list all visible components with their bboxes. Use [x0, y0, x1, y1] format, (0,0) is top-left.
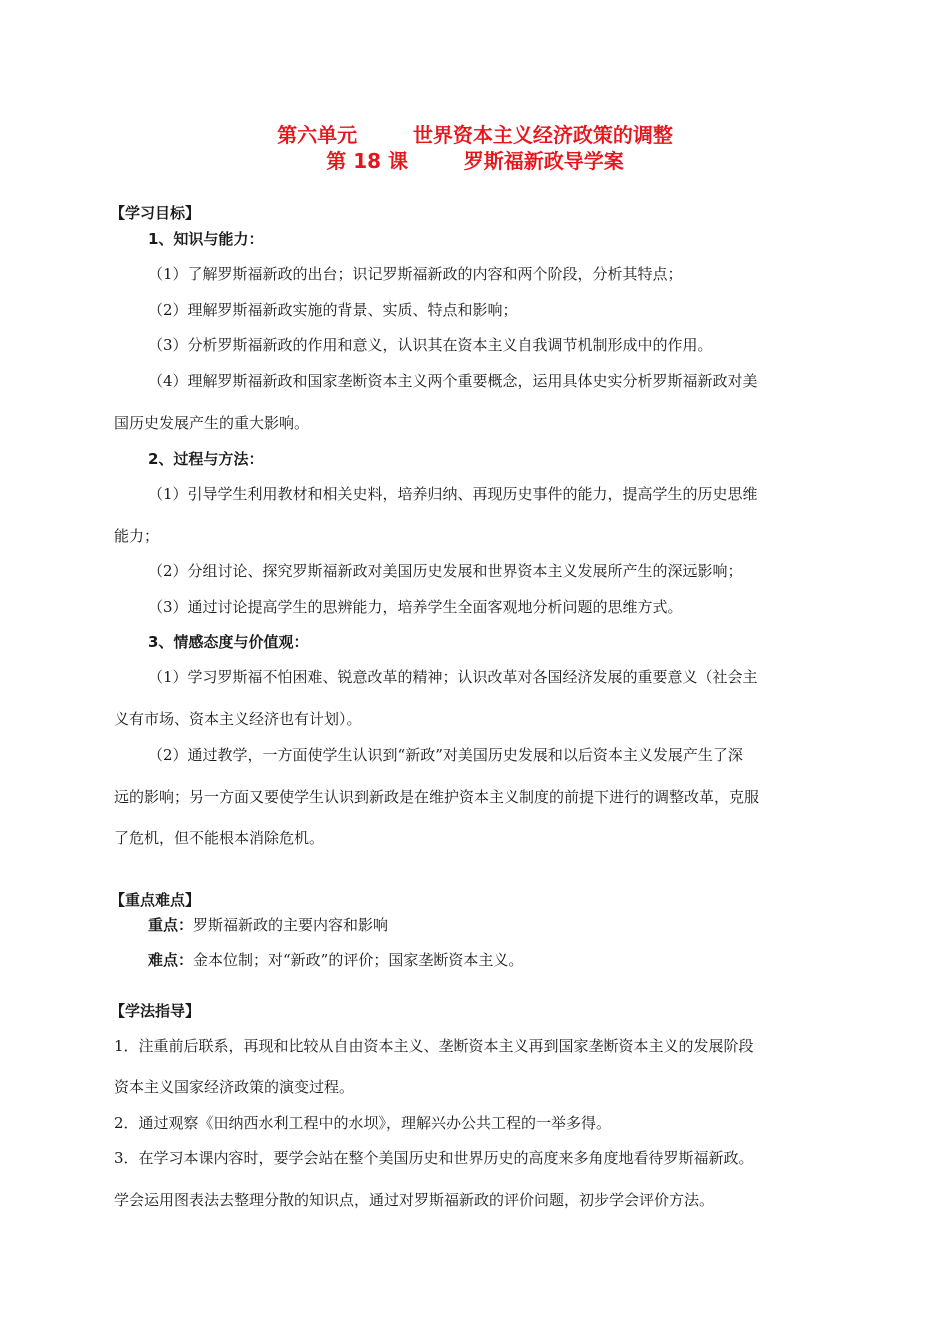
values-item-continued: 义有市场、资本主义经济也有计划）。: [114, 710, 362, 728]
knowledge-item: （2）理解罗斯福新政实施的背景、实质、特点和影响；: [148, 301, 518, 319]
difficulty-line: [148, 950, 523, 970]
lesson-title: 第 18 课 罗斯福新政导学案: [326, 149, 624, 173]
knowledge-item: （1）了解罗斯福新政的出台；识记罗斯福新政的内容和两个阶段，分析其特点；: [148, 265, 683, 283]
knowledge-heading: 1、知识与能力：: [148, 230, 264, 248]
focus-label: 重点：: [148, 916, 194, 934]
method-line: 1．注重前后联系，再现和比较从自由资本主义、垄断资本主义再到国家垄断资本主义的发展阶段: [114, 1037, 754, 1055]
keypoints-header: 【重点难点】: [110, 891, 201, 909]
process-item: （3）通过讨论提高学生的思辨能力，培养学生全面客观地分析问题的思维方式。: [148, 598, 683, 616]
process-item: （1）引导学生利用教材和相关史料，培养归纳、再现历史事件的能力，提高学生的历史思维: [148, 485, 758, 503]
values-item: （2）通过教学，一方面使学生认识到“新政”对美国历史发展和以后资本主义发展产生了深: [148, 746, 743, 764]
values-heading: 3、情感态度与价值观：: [148, 633, 309, 651]
difficulty-label: 难点：: [148, 951, 194, 969]
values-item-continued: 了危机，但不能根本消除危机。: [114, 829, 325, 847]
process-item: （2）分组讨论、探究罗斯福新政对美国历史发展和世界资本主义发展所产生的深远影响；: [148, 562, 743, 580]
knowledge-item: （4）理解罗斯福新政和国家垄断资本主义两个重要概念，运用具体史实分析罗斯福新政对美: [148, 372, 758, 390]
unit-title: 第六单元 世界资本主义经济政策的调整: [277, 123, 673, 147]
method-line: 2．通过观察《田纳西水利工程中的水坝》，理解兴办公共工程的一举多得。: [114, 1114, 612, 1132]
method-line: 学会运用图表法去整理分散的知识点，通过对罗斯福新政的评价问题，初步学会评价方法。: [114, 1191, 715, 1209]
process-heading: 2、过程与方法：: [148, 450, 264, 468]
difficulty-text: 金本位制；对“新政”的评价；国家垄断资本主义。: [193, 951, 524, 969]
method-header: 【学法指导】: [110, 1002, 201, 1020]
objectives-header: 【学习目标】: [110, 204, 201, 222]
focus-line: [148, 915, 388, 935]
focus-text: 罗斯福新政的主要内容和影响: [193, 916, 389, 934]
process-item-continued: 能力；: [114, 527, 160, 545]
knowledge-item: （3）分析罗斯福新政的作用和意义，认识其在资本主义自我调节机制形成中的作用。: [148, 336, 713, 354]
values-item-continued: 远的影响；另一方面又要使学生认识到新政是在维护资本主义制度的前提下进行的调整改革，克服: [114, 788, 760, 806]
knowledge-item-continued: 国历史发展产生的重大影响。: [114, 414, 310, 432]
method-line: 3．在学习本课内容时，要学会站在整个美国历史和世界历史的高度来多角度地看待罗斯福新政。: [114, 1149, 754, 1167]
method-line: 资本主义国家经济政策的演变过程。: [114, 1078, 355, 1096]
values-item: （1）学习罗斯福不怕困难、锐意改革的精神；认识改革对各国经济发展的重要意义（社会主: [148, 668, 758, 686]
